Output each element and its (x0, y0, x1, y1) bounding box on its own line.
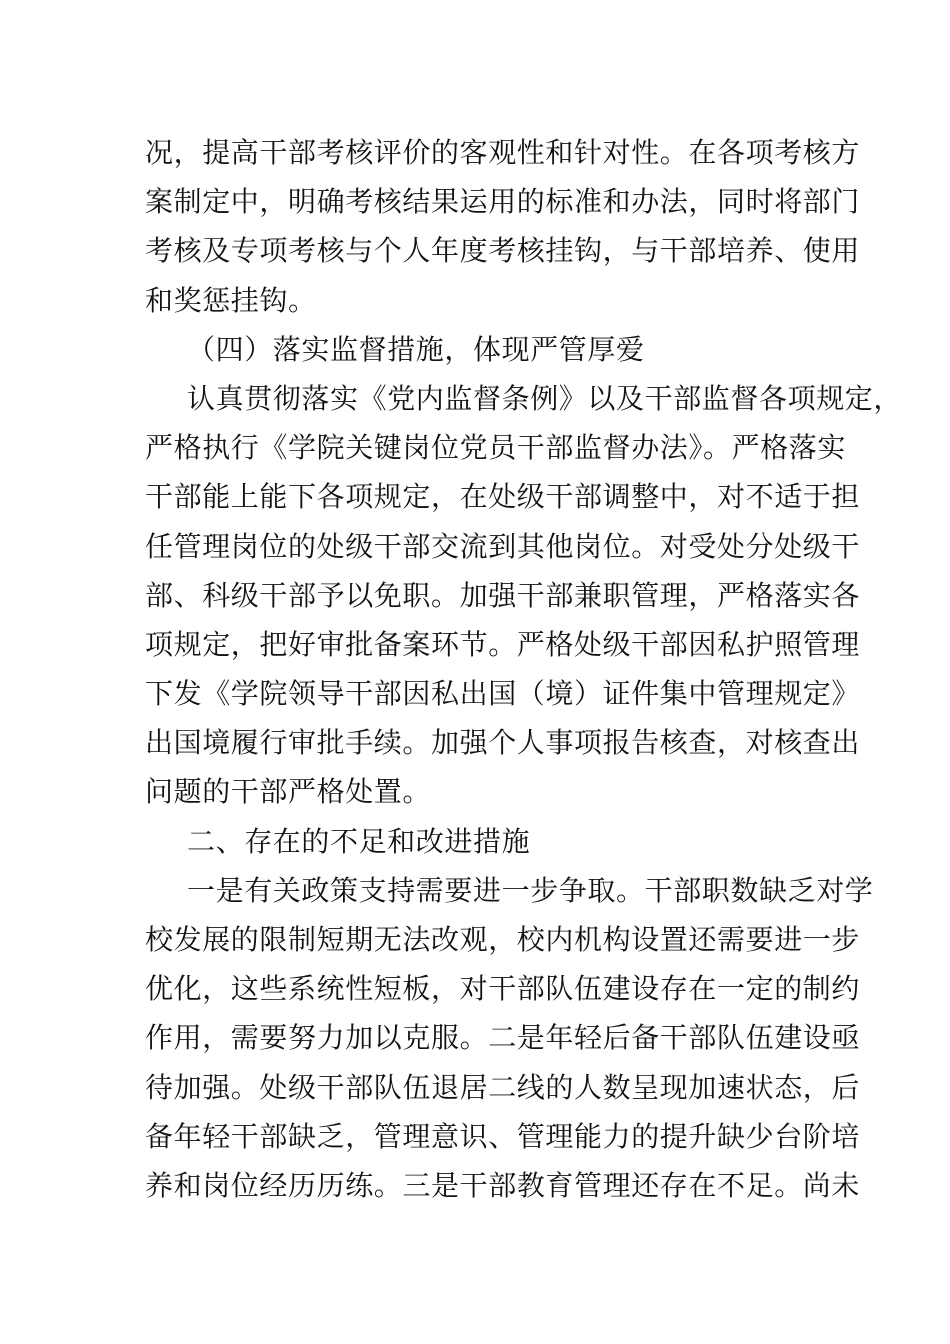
document-body (145, 128, 903, 1210)
text-line: 出国境履行审批手续。加强个人事项报告核查，对核查出 (145, 726, 861, 760)
text-line: 部、科级干部予以免职。加强干部兼职管理，严格落实各 (145, 578, 861, 612)
text-line: 优化，这些系统性短板，对干部队伍建设存在一定的制约 (145, 972, 861, 1006)
text-line: 备年轻干部缺乏，管理意识、管理能力的提升缺少台阶培 (145, 1119, 861, 1153)
text-line: 养和岗位经历历练。三是干部教育管理还存在不足。尚未 (145, 1168, 861, 1202)
text-line: 项规定，把好审批备案环节。严格处级干部因私护照管理 (145, 627, 861, 661)
text-line: 和奖惩挂钩。 (145, 283, 317, 317)
text-line: 考核及专项考核与个人年度考核挂钩，与干部培养、使用 (145, 234, 861, 268)
text-line: 校发展的限制短期无法改观，校内机构设置还需要进一步 (145, 923, 861, 956)
section-heading: 二、存在的不足和改进措施 (187, 824, 531, 858)
text-line: 干部能上能下各项规定，在处级干部调整中，对不适于担 (145, 480, 861, 514)
text-line: 下发《学院领导干部因私出国（境）证件集中管理规定》 (145, 677, 861, 711)
text-line: 一是有关政策支持需要进一步争取。干部职数缺乏对学 (187, 873, 874, 907)
text-line: 严格执行《学院关键岗位党员干部监督办法》。严格落实 (145, 431, 847, 465)
text-line: 问题的干部严格处置。 (145, 775, 432, 809)
text-line: 认真贯彻落实《党内监督条例》以及干部监督各项规定， (187, 381, 903, 415)
text-line: 案制定中，明确考核结果运用的标准和办法，同时将部门 (145, 185, 861, 219)
text-line: 况，提高干部考核评价的客观性和针对性。在各项考核方 (145, 136, 861, 169)
section-heading: （四）落实监督措施，体现严管厚爱 (187, 332, 645, 366)
text-line: 待加强。处级干部队伍退居二线的人数呈现加速状态，后 (145, 1070, 861, 1104)
text-line: 任管理岗位的处级干部交流到其他岗位。对受处分处级干 (145, 529, 861, 563)
text-line: 作用，需要努力加以克服。二是年轻后备干部队伍建设亟 (145, 1021, 861, 1055)
